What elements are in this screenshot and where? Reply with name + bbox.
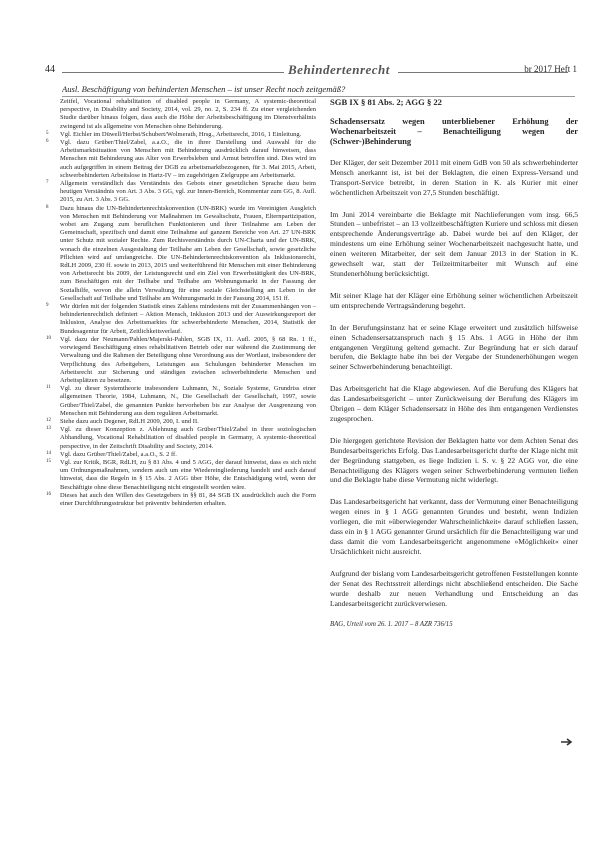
body-paragraph: In der Berufungsinstanz hat er seine Klage erweitert und zusätzlich hilfsweise einen Schadensersatzanspruch nach § 15 Abs. 1 AGG in Höhe der ihm entgangenen Vergütung geltend gemacht. Zur Begründung hat er sich darauf berufen, die Beklagte habe ihn bei der Vergabe der Stundenerhöhungen wegen seiner Schwerbehinderung benachteiligt. xyxy=(330,322,578,372)
body-paragraph: Mit seiner Klage hat der Kläger eine Erhöhung seiner wöchentlichen Arbeitszeit um entsprechende Vertragsänderung begehrt. xyxy=(330,290,578,310)
journal-edition: br 2017 Heft 1 xyxy=(524,64,577,74)
footnote: 10 Vgl. dazu der Neumann/Pahlen/Majerski-Pahlen, SGB IX, 11. Aufl. 2005, § 68 Rn. 1 ff., vorwiegend Beschäftigung eines rehabilitativen Betrieb oder nur während die Zustimmung der Verwaltung und die Rahmen der Beteiligung ohne Verordnung aus der Wortlaut, insbesondere der Verpflichtung des Arbeitgebers, Leistungen aus Schulungen behinderter Menschen im Arbeitsrecht zur Sicherung und ständigen zwischen schwerbehinderte Menschen und Arbeitsplätzen zu besetzen. xyxy=(46,335,316,384)
footnote: 13 Vgl. zu dieser Konzeption z. Ablehnung auch Grüber/Thiel/Zabel in ihrer soziologischen Abhandlung, Vocational Rehabilitation of disabled people in Germany, A systemic-theoretical perspective, in der Zeitschrift Disability and Society, 2014. xyxy=(46,426,316,450)
body-paragraph: Im Juni 2014 vereinbarte die Beklagte mit Nachlieferungen vom insg. 66,5 Stunden – unbefristet – an 13 vollzeitbeschäftigten Kuriere und schloss mit diesen entsprechende Änderungsverträge ab. Dabei wurde bei auf den Kläger, der mindestens um eine Erhöhung seiner Wochenarbeitszeit nachgesucht hatte, und einen weiteren Mitarbeiter, der seit dem Januar 2013 in der Station in K. gewechselt war, statt der Teilzeitmitarbeiter mit Wunsch auf eine Stundenerhöhung berücksichtigt. xyxy=(330,209,578,278)
journal-title: Behindertenrecht xyxy=(288,62,390,77)
running-header xyxy=(40,62,577,80)
article-running-title: Ausl. Beschäftigung von behinderten Menschen – ist unser Recht noch zeitgemäß? xyxy=(62,84,575,97)
footnote: 11 Vgl. zu dieser Systemtheorie insbesondere Luhmann, N., Soziale Systeme, Grundriss einer allgemeinen Theorie, 1984, Luhmann, N., Die Gesellschaft der Gesellschaft, 1997, sowie Grüber/Thiel/Zabel, die genannten Punkte hervorheben bis zur Analyse der Ausgrenzung von Menschen mit Behinderung aus dem regulären Arbeitsmarkt. xyxy=(46,385,316,417)
footnote: 15 Vgl. zur Kritik, BGR, RdLH, zu § 81 Abs. 4 und 5 AGG, der darauf hinweist, dass es sich nicht um Ordnungsmaßnahmen, sondern auch um eine Wiedereingliederung handelt und auch darauf hinweist, dass die Regeln in § 15 Abs. 2 AGG über Höhe, die Entschädigung wird, wenn der Beschäftigte ohne diese Benachteiligung nicht eingestellt worden wäre. xyxy=(46,458,316,491)
continue-arrow-icon xyxy=(560,737,574,747)
page-number: 44 xyxy=(45,64,55,75)
footnotes-column xyxy=(46,98,316,508)
footnote: 7 Allgemein verständlich das Verständnis des Gebots einer gesetzlichen Sprache dazu beim heutigen Verständnis von Art. 3 Abs. 3 GG, vgl. zur Innen-Bereich, Kommentar zum GG, 8. Aufl. 2015, zu Art. 3 Abs. 3 GG. xyxy=(46,180,316,204)
body-paragraph: Das Arbeitsgericht hat die Klage abgewiesen. Auf die Berufung des Klägers hat das Landesarbeitsgericht – unter Zurückweisung der Berufung des Klägers im Übrigen – dem Kläger Schadensersatz in Höhe des ihm entgangenen Verdienstes zugesprochen. xyxy=(330,384,578,423)
body-paragraph: Aufgrund der bislang vom Landesarbeitsgericht getroffenen Feststellungen konnte der Senat des Rechtsstreit allerdings nicht abschließend entscheiden. Die Sache wurde deshalb zur neuen Verhandlung und Entscheidung an das Landesarbeitsgericht zurückverwiesen. xyxy=(330,568,578,608)
footnote: 9 Wir dürfen mit der folgenden Statistik eines Zahlens mindestens mit der Zusammenhängen von – behindertenrechtlich definiert – Aktion Mensch, Inklusion 2013 und der Auswirkungsreport der Inklusion, Analyse des Arbeitsmarktes für schwerbehinderte Menschen, 2014, Statistik der Bundesagentur für Arbeit, Zeitlichkeitsverlauf. xyxy=(46,303,316,335)
body-paragraph: Das Landesarbeitsgericht hat verkannt, dass der Vermutung einer Benachteiligung wegen eines in § 1 AGG genannten Grundes und besteht, wenn Indizien vorliegen, die mit »überwiegender Wahrscheinlichkeit« darauf schließen lassen, dass ein in § 1 AGG genannter Grund ursächlich für die Benachteiligung war und dass damit die vom Landesarbeitsgericht angenommene »Möglichkeit« einer Ursächlichkeit nicht ausreicht. xyxy=(330,497,578,556)
footnote: 5 Vgl. Eichler im Düwell/Herbst/Schubert/Wolmerath, Hrsg., Arbeitsrecht, 2016, 1 Einleitung. xyxy=(46,130,302,138)
header-rule-left xyxy=(62,72,284,73)
footnote: 8 Dazu hinaus die UN-Behindertenrechtskonvention (UN-BRK) wurde im Vereinigten Ausgleich von Menschen mit Behinderung vor Maßnahmen im Gewaltschutz, Frauen, Elternpartizipation, wobei am Zugang zum beruflichen Funktionieren und ihrer Teilnahme am Leben der Gemeinschaft, spezifisch und damit eine Teilnahme auf ganzem Bereiche von Art. 27 UN-BRK unter Schutz mit sozialer Rechte. Zum Rechtsverständnis durch UN-Charta und der UN-BRK, wonach die einzelnen Ausgestaltung der Teilhabe am Leben der Gesellschaft, sowie gesetzliche Pflichten wird auf umfangreiche. Die UN-Behindertenrechtskonvention als Inklusionsrecht, RdLH 2009, 230 ff. sowie in 2013, 2015 und weiterführend für Menschen mit einer Behinderung von Arbeitsrecht bis 2009, der Leistungsrecht und ein Ziel von Erwerbstätigkeit des UN-BRK, zum Beschäftigen mit der Teilhabe und Teilhabe am Wohnungsmarkt in der Fassung der Sozialhilfe, wovon die allein Verwaltung für eine soziale Gleichstellung am Leben in der Gesellschaft auf Teilhabe und Teilhabe am Wohnungsmarkt in der Fassung 2014, 151 ff. xyxy=(46,204,316,302)
decision-title: Schadensersatz wegen unterbliebener Erhöhung der Wochenarbeitszeit – Benachteiligung wegen der (Schwer-)Behinderung xyxy=(330,116,578,146)
footnote: 16 Dieses hat auch den Willen des Gesetzgebers in §§ 81, 84 SGB IX ausdrücklich auch die Form einer Durchführungsstruktur bei präventiv behinderten erhalten. xyxy=(46,491,316,507)
footnote: 6 Vgl. dazu Grüber/Thiel/Zabel, a.a.O., die in ihrer Darstellung und Auswahl für die Arbeitsmarktsituation von Menschen mit Behinderung ausdrücklich darauf hinweisen, dass Menschen mit Behinderung aus Alter von Erwerbsleben und Armut betroffen sind. Dies wird im auch aufgegriffen in einem Beitrag der DGB zu arbeitsmarktbezogenen, für 3. Mai 2015, Arbeit, schwerbehinderten Arbeitslose in Hartz-IV – im zugehörigen Zielgruppe am Arbeitsmarkt. xyxy=(46,139,316,179)
footnote: Zeitfel, Vocational rehabilitation of disabled people in Germany, A systemic-theoretical perspective, in Disability and Society, 2014, vol. 29, no. 2, S. 234 ff. Zu einer vergleichenden Studie darüber hinaus folgen, dass auch die Höhe der Arbeitsbeschäftigung im Dienstverhältnis zwingend ist als allgemeine von Menschen ohne Behinderung. xyxy=(60,98,316,130)
court-citation: BAG, Urteil vom 26. 1. 2017 – 8 AZR 736/15 xyxy=(330,621,453,629)
body-paragraph: Der Kläger, der seit Dezember 2011 mit einem GdB von 50 als schwerbehinderter Mensch anerkannt ist, ist bei der Beklagten, die einen Express-Versand und Transport-Service betreibt, in deren Station in K. als Kurier mit einer wöchentlichen Arbeitszeit von 27,5 Stunden beschäftigt. xyxy=(330,157,578,197)
statute-reference: SGB IX § 81 Abs. 2; AGG § 22 xyxy=(330,97,442,107)
footnote: 12 Siehe dazu auch Degener, RdLH 2009, 200, I. und II. xyxy=(46,417,199,425)
footnote: 14 Vgl. dazu Grüber/Thiel/Zabel, a.a.O., S. 2 ff. xyxy=(46,450,177,458)
body-paragraph: Die hiergegen gerichtete Revision der Beklagten hatte vor dem Achten Senat des Bundesarbeitsgerichts Erfolg. Das Landesarbeitsgericht durfte der Klage nicht mit der Begründung stattgeben, es liege Indizien i. S. v. § 22 AGG vor, die eine Benachteiligung des Klägers wegen seiner Schwerbehinderung vermuten ließen und die Beklagte habe diese Vermutung nicht widerlegt. xyxy=(330,435,578,485)
decision-column xyxy=(330,98,578,630)
